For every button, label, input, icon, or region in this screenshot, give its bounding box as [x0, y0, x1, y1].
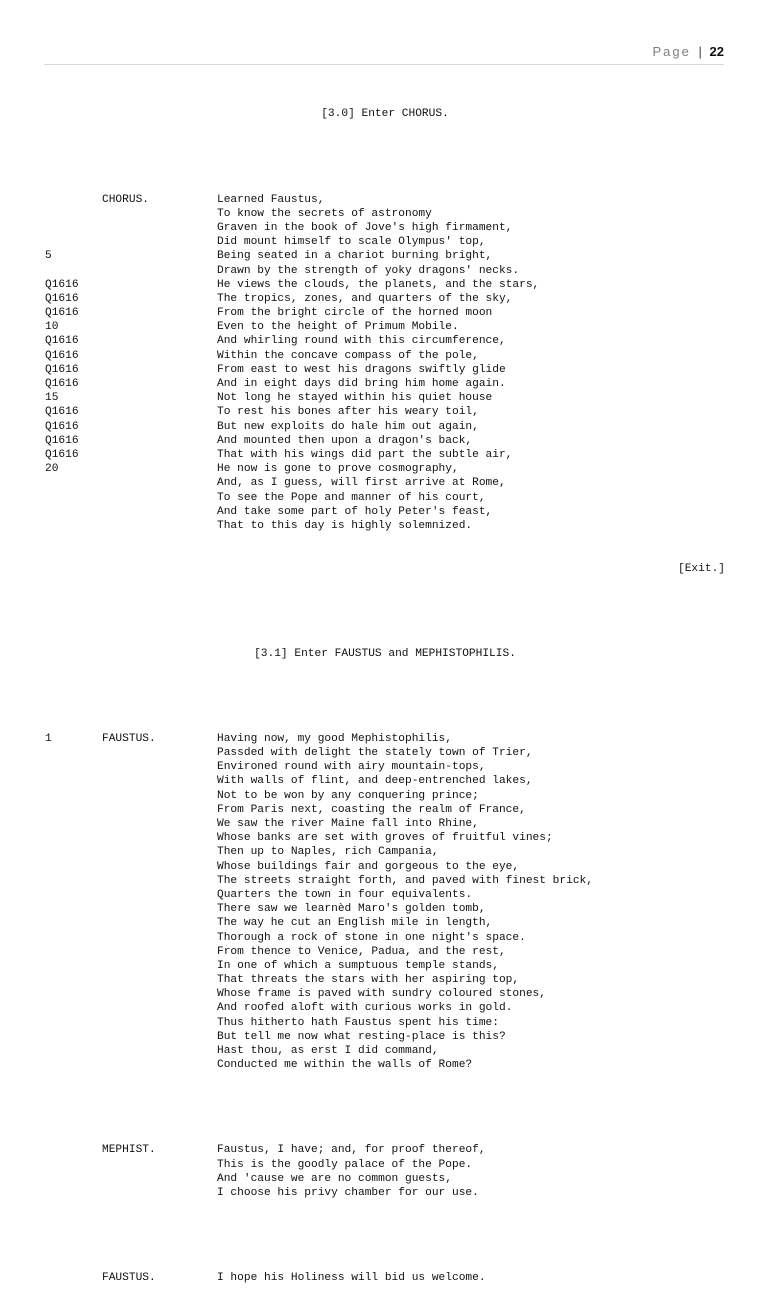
header-rule	[44, 64, 724, 65]
verse-text: In one of which a sumptuous temple stands,	[217, 959, 499, 972]
verse-text: That threats the stars with her aspiring top,	[217, 974, 520, 987]
verse-line	[45, 235, 725, 249]
page-number: 22	[709, 44, 724, 59]
verse-line	[45, 789, 725, 803]
verse-text: Having now, my good Mephistophilis,	[217, 732, 452, 745]
verse-text: Quarters the town in four equivalents.	[217, 888, 473, 901]
verse-text: And 'cause we are no common guests,	[217, 1172, 452, 1185]
scene-heading-3-1: [3.1] Enter FAUSTUS and MEPHISTOPHILIS.	[254, 647, 516, 660]
line-number: Q1616	[45, 335, 79, 348]
verse-text: This is the goodly palace of the Pope.	[217, 1158, 473, 1171]
verse-line	[45, 1271, 725, 1285]
speaker-name: MEPHIST.	[102, 1144, 156, 1157]
line-number: 15	[45, 392, 59, 405]
verse-line	[45, 462, 725, 476]
exit-direction: [Exit.]	[678, 562, 725, 575]
verse-line	[45, 349, 725, 363]
verse-text: He views the clouds, the planets, and the stars,	[217, 278, 540, 291]
line-number: Q1616	[45, 434, 79, 447]
verse-text: That to this day is highly solemnized.	[217, 519, 473, 532]
verse-line	[45, 817, 725, 831]
verse-text: Graven in the book of Jove's high firmament,	[217, 221, 513, 234]
blank-line	[45, 1229, 725, 1243]
speaker-name: FAUSTUS.	[102, 1272, 156, 1285]
verse-line	[45, 334, 725, 348]
verse-text: Not to be won by any conquering prince;	[217, 789, 479, 802]
line-number: Q1616	[45, 292, 79, 305]
blank-line	[45, 604, 725, 618]
verse-text: And whirling round with this circumference,	[217, 335, 506, 348]
verse-text: But new exploits do hale him out again,	[217, 420, 479, 433]
blank-line	[45, 1101, 725, 1115]
verse-line	[45, 860, 725, 874]
verse-line	[45, 959, 725, 973]
page-separator: |	[698, 44, 702, 59]
verse-text: Within the concave compass of the pole,	[217, 349, 479, 362]
verse-line	[45, 1044, 725, 1058]
verse-line	[45, 1001, 725, 1015]
verse-line	[45, 249, 725, 263]
verse-text: From the bright circle of the horned moon	[217, 307, 493, 320]
verse-text: From east to west his dragons swiftly glide	[217, 363, 506, 376]
line-number: Q1616	[45, 378, 79, 391]
verse-text: He now is gone to prove cosmography,	[217, 463, 459, 476]
speaker-name: FAUSTUS.	[102, 732, 156, 745]
verse-text: Thus hitherto hath Faustus spent his time:	[217, 1016, 499, 1029]
verse-line	[45, 888, 725, 902]
verse-text: I choose his privy chamber for our use.	[217, 1186, 479, 1199]
verse-text: From thence to Venice, Padua, and the rest,	[217, 945, 506, 958]
verse-text: From Paris next, coasting the realm of France,	[217, 803, 526, 816]
faustus-speech-1	[45, 732, 725, 1073]
verse-text: I hope his Holiness will bid us welcome.	[217, 1272, 486, 1285]
verse-text: Passded with delight the stately town of Trier,	[217, 747, 533, 760]
line-number: 5	[45, 250, 52, 263]
verse-line	[45, 874, 725, 888]
verse-text: Being seated in a chariot burning bright,	[217, 250, 493, 263]
verse-line	[45, 207, 725, 221]
blank-line	[45, 150, 725, 164]
verse-text: And roofed aloft with curious works in gold.	[217, 1002, 513, 1015]
verse-line	[45, 916, 725, 930]
faustus-speech-2	[45, 1271, 725, 1285]
verse-text: Then up to Naples, rich Campania,	[217, 846, 439, 859]
verse-text: Whose buildings fair and gorgeous to the eye,	[217, 860, 520, 873]
verse-line	[45, 292, 725, 306]
verse-line	[45, 448, 725, 462]
line-number: Q1616	[45, 349, 79, 362]
verse-line	[45, 505, 725, 519]
line-number: Q1616	[45, 278, 79, 291]
verse-line	[45, 434, 725, 448]
line-number: Q1616	[45, 420, 79, 433]
verse-text: Hast thou, as erst I did command,	[217, 1045, 439, 1057]
verse-line	[45, 1186, 725, 1200]
verse-line	[45, 221, 725, 235]
verse-line	[45, 1172, 725, 1186]
line-number: Q1616	[45, 448, 79, 461]
verse-text: Faustus, I have; and, for proof thereof,	[217, 1144, 486, 1157]
verse-line	[45, 973, 725, 987]
verse-text: And in eight days did bring him home again.	[217, 378, 506, 391]
verse-text: The way he cut an English mile in length,	[217, 917, 493, 930]
verse-text: Not long he stayed within his quiet house	[217, 392, 493, 405]
scene-heading-3-0: [3.0] Enter CHORUS.	[321, 108, 449, 121]
verse-text: Drawn by the strength of yoky dragons' necks.	[217, 264, 520, 277]
verse-text: The streets straight forth, and paved with finest brick,	[217, 874, 593, 887]
verse-text: We saw the river Maine fall into Rhine,	[217, 818, 479, 830]
page-label: Page	[652, 44, 691, 59]
verse-text: To know the secrets of astronomy	[217, 207, 432, 220]
verse-line	[45, 363, 725, 377]
line-number: Q1616	[45, 363, 79, 376]
line-number: 1	[45, 732, 52, 745]
verse-text: Did mount himself to scale Olympus' top,	[217, 236, 486, 249]
verse-line	[45, 1143, 725, 1157]
verse-line	[45, 1016, 725, 1030]
line-number: Q1616	[45, 406, 79, 419]
chorus-speech	[45, 193, 725, 534]
verse-line	[45, 420, 725, 434]
verse-line	[45, 945, 725, 959]
verse-line	[45, 264, 725, 278]
verse-line	[45, 774, 725, 788]
verse-line	[45, 831, 725, 845]
play-text	[45, 79, 725, 1300]
verse-text: Learned Faustus,	[217, 193, 325, 206]
blank-line	[45, 689, 725, 703]
page-header	[653, 44, 724, 59]
line-number: Q1616	[45, 307, 79, 320]
verse-line	[45, 306, 725, 320]
verse-line	[45, 732, 725, 746]
verse-line	[45, 803, 725, 817]
verse-line	[45, 391, 725, 405]
verse-line	[45, 845, 725, 859]
verse-line	[45, 1158, 725, 1172]
verse-line	[45, 760, 725, 774]
verse-line	[45, 746, 725, 760]
verse-text: To rest his bones after his weary toil,	[217, 406, 479, 419]
verse-text: But tell me now what resting-place is this?	[217, 1030, 506, 1043]
verse-text: And mounted then upon a dragon's back,	[217, 434, 473, 447]
verse-line	[45, 193, 725, 207]
verse-text: Thorough a rock of stone in one night's space.	[217, 931, 526, 944]
verse-line	[45, 902, 725, 916]
verse-line	[45, 377, 725, 391]
verse-text: With walls of flint, and deep-entrenched lakes,	[217, 775, 533, 788]
verse-line	[45, 519, 725, 533]
verse-text: Conducted me within the walls of Rome?	[217, 1059, 473, 1072]
verse-text: To see the Pope and manner of his court,	[217, 491, 486, 504]
verse-text: And, as I guess, will first arrive at Rome,	[217, 477, 506, 490]
verse-text: And take some part of holy Peter's feast,	[217, 505, 493, 518]
verse-line	[45, 405, 725, 419]
verse-line	[45, 320, 725, 334]
verse-text: Whose banks are set with groves of fruitful vines;	[217, 832, 553, 845]
verse-line	[45, 931, 725, 945]
verse-text: The tropics, zones, and quarters of the sky,	[217, 292, 513, 305]
verse-text: Whose frame is paved with sundry coloured stones,	[217, 988, 546, 1001]
verse-text: Environed round with airy mountain-tops,	[217, 761, 486, 774]
mephist-speech	[45, 1143, 725, 1200]
line-number: 20	[45, 463, 59, 476]
verse-line	[45, 491, 725, 505]
verse-text: Even to the height of Primum Mobile.	[217, 321, 459, 334]
verse-line	[45, 987, 725, 1001]
verse-text: There saw we learnèd Maro's golden tomb,	[217, 903, 486, 916]
verse-line	[45, 476, 725, 490]
verse-line	[45, 1030, 725, 1044]
line-number: 10	[45, 321, 59, 334]
verse-line	[45, 1058, 725, 1072]
verse-text: That with his wings did part the subtle air,	[217, 448, 513, 461]
verse-line	[45, 278, 725, 292]
speaker-name: CHORUS.	[102, 193, 149, 206]
